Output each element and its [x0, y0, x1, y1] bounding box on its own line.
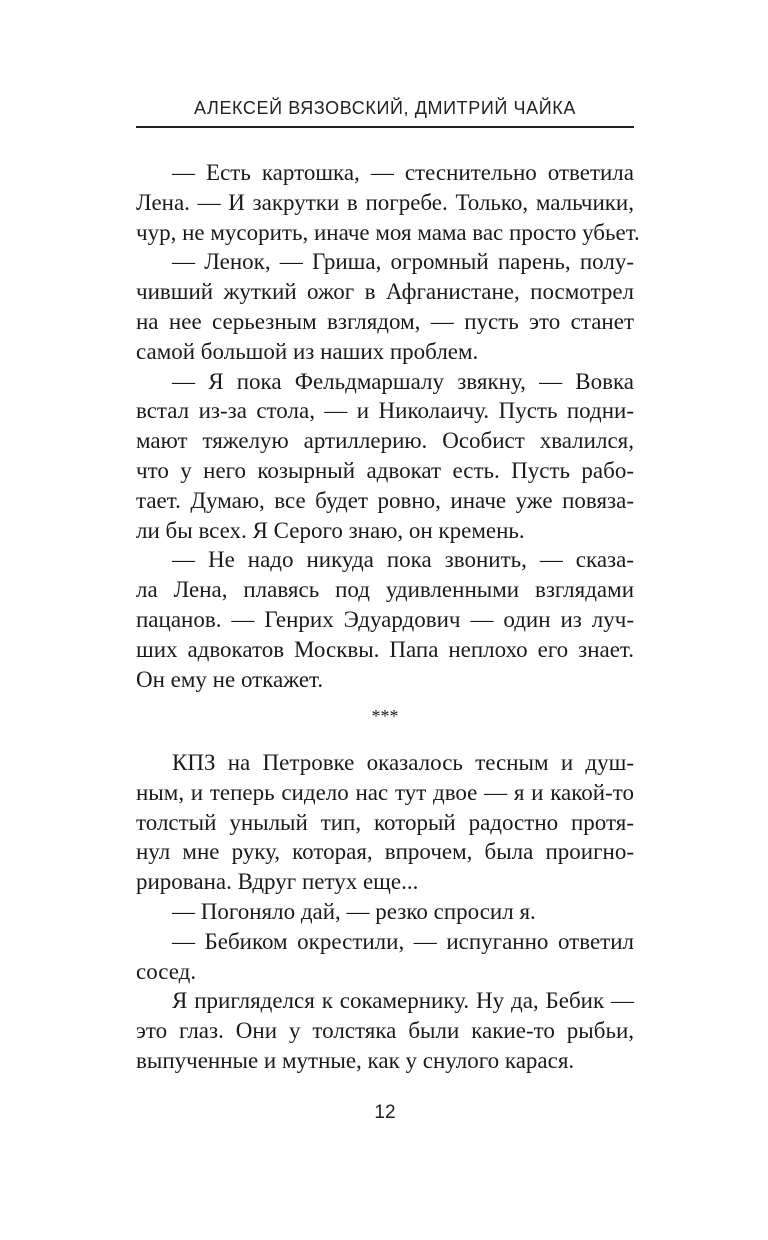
text-line: что у него козырный адвокат есть. Пусть рабо- [136, 457, 634, 483]
text-line: — Ленок, — Гриша, огромный парень, полу- [172, 249, 634, 275]
text-line: рирована. Вдруг петух еще... [136, 869, 419, 895]
text-section-1 [136, 158, 640, 694]
text-line: сосед. [136, 958, 197, 984]
text-line: чур, не мусорить, иначе моя мама вас просто убьет. [136, 219, 640, 245]
paragraph [136, 247, 634, 366]
paragraph [136, 897, 634, 927]
paragraph [136, 748, 634, 897]
text-line: самой большой из наших проблем. [136, 338, 479, 364]
text-line: на нее серьезным взглядом, — пусть это станет [136, 308, 634, 334]
text-line: — Есть картошка, — стеснительно ответила [172, 160, 634, 185]
text-line: это глаз. Они у толстяка были какие-то рыбьи, [136, 1018, 634, 1044]
text-line: мают тяжелую артиллерию. Особист хвалился, [136, 428, 634, 454]
paragraph [136, 927, 634, 987]
text-line: Лена. — И закрутки в погребе. Только, мальчики, [136, 189, 634, 215]
text-line: ным, и теперь сидело нас тут двое — я и какой-то [136, 779, 634, 805]
text-line: чивший жуткий ожог в Афганистане, посмотрел [136, 279, 634, 305]
running-head-title: АЛЕКСЕЙ ВЯЗОВСКИЙ, ДМИТРИЙ ЧАЙКА [194, 98, 576, 118]
text-line: Он ему не откажет. [136, 666, 324, 692]
text-line: встал из-за стола, — и Николаичу. Пусть подни- [136, 398, 634, 424]
section-separator: *** [371, 706, 399, 726]
text-line: ших адвокатов Москвы. Папа неплохо его знает. [136, 636, 634, 662]
text-line: выпученные и мутные, как у снулого карася. [136, 1047, 575, 1073]
paragraph [136, 158, 640, 247]
text-section-2 [136, 748, 634, 1076]
text-line: — Я пока Фельдмаршалу звякну, — Вовка [172, 368, 634, 394]
text-line: — Бебиком окрестили, — испуганно ответил [172, 928, 634, 954]
page-number: 12 [374, 1102, 396, 1123]
paragraph [136, 367, 634, 546]
text-line: — Погоняло дай, — резко спросил я. [172, 898, 536, 924]
text-line: — Не надо никуда пока звонить, — сказа- [172, 547, 634, 573]
header-rule [136, 126, 634, 128]
paragraph [136, 545, 634, 694]
text-line: толстый унылый тип, который радостно протя- [136, 809, 634, 835]
paragraph [136, 986, 634, 1075]
text-line: КПЗ на Петровке оказалось тесным и душ- [172, 750, 634, 775]
text-line: ла Лена, плавясь под удивленными взглядами [136, 577, 634, 603]
text-line: Я пригляделся к сокамернику. Ну да, Бебик — [172, 988, 634, 1014]
text-line: нул мне руку, которая, впрочем, была проигно- [136, 839, 634, 865]
text-line: ли бы всех. Я Серого знаю, он кремень. [136, 517, 525, 543]
text-line: пацанов. — Генрих Эдуардович — один из луч- [136, 606, 634, 632]
text-line: тает. Думаю, все будет ровно, иначе уже повяза- [136, 487, 634, 513]
